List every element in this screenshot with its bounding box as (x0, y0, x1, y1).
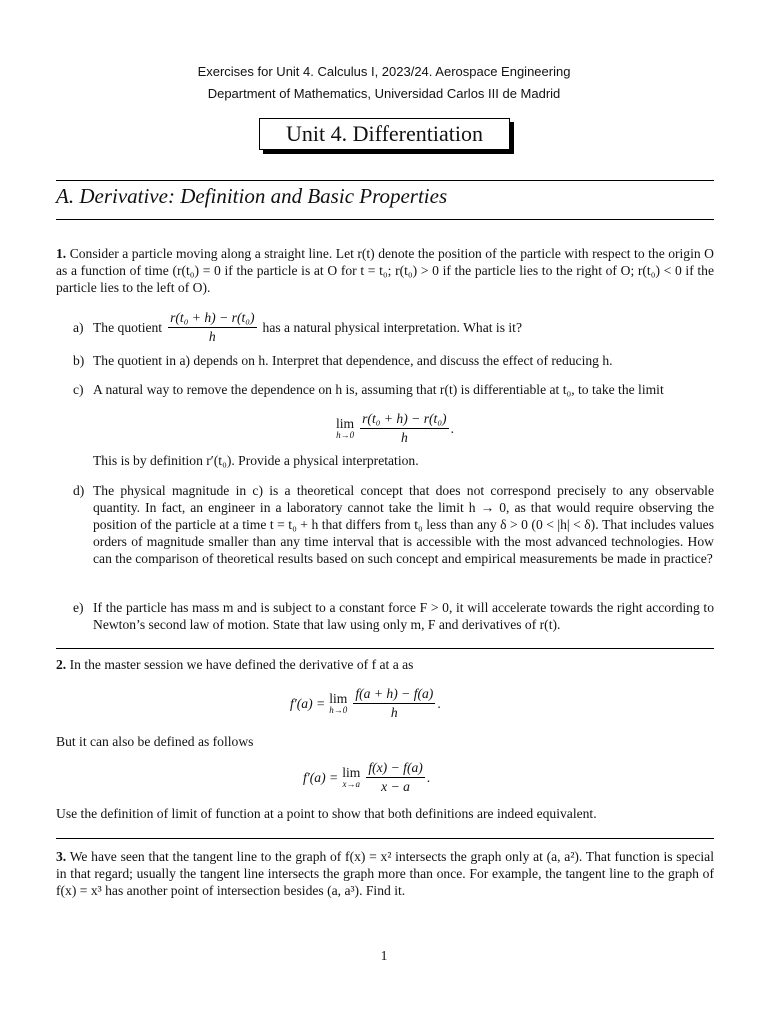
fraction-numerator: r(t₀ + h) − r(t₀) (168, 310, 256, 328)
exercise-text: In the master session we have defined the derivative of f at a as (69, 657, 414, 672)
exercise-number: 3. (56, 849, 67, 864)
limit-operator (342, 766, 360, 789)
part-text: This is by definition r′(t₀). Provide a physical interpretation. (93, 453, 419, 468)
equation-fraction (353, 686, 435, 721)
title-box (259, 118, 510, 150)
limit-operator (336, 417, 354, 440)
top-rule (56, 180, 714, 181)
part-text: The physical magnitude in c) is a theoretical concept that does not correspond precisely to any observable quantity. In fact, an engineer in a laboratory cannot take the limit h → 0, as that would require observing the position of the particle at a time t = t₀ + h that differs from t₀ less than any δ > 0 (0 < |h| < δ). That includes values orders of magnitude smaller than any time interval that is accessible with the most advanced technologies. How can the comparison of theoretical results based on such concept and empirical measurements be made in practice? (93, 483, 714, 566)
fraction-denominator: h (400, 430, 408, 445)
limit-operator (329, 692, 347, 715)
lim-text: lim (329, 691, 348, 706)
exercise-divider (56, 648, 714, 649)
exercise-number: 1. (56, 246, 67, 261)
header-line-2: Department of Mathematics, Universidad Carlos III de Madrid (207, 86, 561, 101)
limit-fraction (360, 411, 448, 446)
lim-subscript: h→0 (336, 430, 355, 440)
limit-equation-c: lim h→0 $\frac{\text{r(t₀ + h) − r(t₀)}}{h}$ . (336, 411, 454, 445)
part-text: A natural way to remove the dependence on h is, assuming that r(t) is differentiable at t₀, to take the limit (93, 382, 664, 397)
fraction-numerator: f(a + h) − f(a) (353, 686, 435, 704)
equation-lhs: f′(a) = (290, 695, 326, 711)
equation-fraction (366, 760, 424, 795)
lim-subscript: x→a (342, 779, 360, 789)
exercise-1-intro (56, 245, 714, 296)
part-text: If the particle has mass m and is subject to a constant force F > 0, it will accelerate towards the right according to Newton’s second law of motion. State that law using only m, F and derivatives of r(t). (93, 600, 714, 632)
page-number: 1 (380, 948, 388, 963)
exercise-2-middle: But it can also be defined as follows (56, 734, 254, 749)
page-title: Unit 4. Differentiation (286, 121, 483, 146)
fraction-numerator: r(t₀ + h) − r(t₀) (360, 411, 448, 429)
part-text: The quotient in a) depends on h. Interpret that dependence, and discuss the effect of reducing h. (93, 353, 613, 368)
exercise-3 (56, 848, 714, 899)
part-label: e) (73, 600, 84, 615)
lim-text: lim (336, 416, 355, 431)
section-heading: A. Derivative: Definition and Basic Properties (56, 184, 448, 208)
exercise-2-outro: Use the definition of limit of function at a point to show that both definitions are indeed equivalent. (56, 806, 597, 821)
exercise-divider (56, 838, 714, 839)
header-line-1: Exercises for Unit 4. Calculus I, 2023/24. Aerospace Engineering (197, 64, 571, 79)
exercise-text: Consider a particle moving along a straight line. Let r(t) denote the position of the particle with respect to the origin O as a function of time (r(t₀) = 0 if the particle is at O for t = t₀; r(t₀) > 0 if the particle lies to the right of O; r(t₀) < 0 if the particle lies to the left of O). (56, 246, 714, 295)
part-label: a) (73, 320, 84, 335)
exercise-2-intro (56, 656, 714, 673)
part-label: d) (73, 483, 85, 498)
quotient-fraction (168, 310, 256, 345)
part-label: b) (73, 353, 85, 368)
exercise-1-part-a (73, 310, 714, 350)
fraction-numerator: f(x) − f(a) (366, 760, 424, 778)
lim-subscript: h→0 (329, 705, 348, 715)
section-rule (56, 219, 714, 220)
derivative-equation-2: f′(a) = lim x→a $\frac{f(x) - f(a)}{x - a}$ . (303, 760, 431, 794)
fraction-denominator: h (390, 705, 398, 720)
part-text: The quotient (93, 320, 163, 335)
part-text: has a natural physical interpretation. What is it? (262, 320, 522, 335)
fraction-denominator: h (208, 329, 216, 344)
equation-lhs: f′(a) = (303, 769, 339, 785)
lim-text: lim (342, 765, 361, 780)
fraction-denominator: x − a (381, 779, 410, 794)
derivative-equation-1: f′(a) = lim h→0 $\frac{f(a + h) - f(a)}{h}$ . (290, 686, 441, 720)
exercise-text: We have seen that the tangent line to the graph of f(x) = x² intersects the graph only at (a, a²). That function is special in that regard; usually the tangent line intersects the graph more than once. For example, the tangent line to the graph of f(x) = x³ has another point of intersection besides (a, a³). Find it. (56, 849, 714, 898)
part-label: c) (73, 382, 84, 397)
exercise-number: 2. (56, 657, 67, 672)
